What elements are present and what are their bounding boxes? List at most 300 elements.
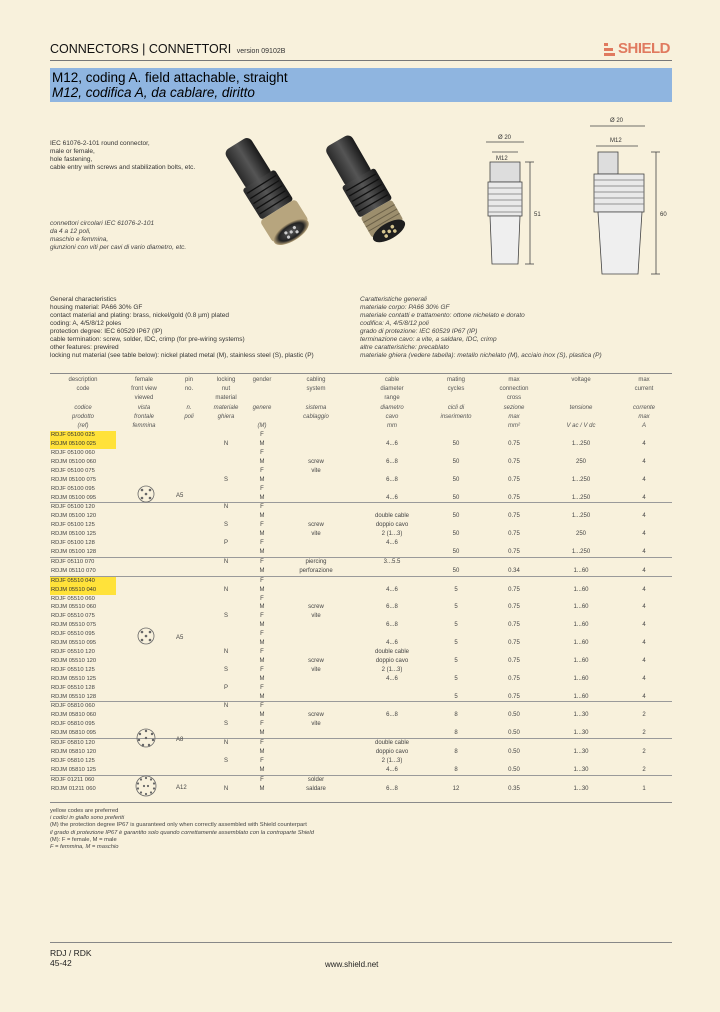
table-row <box>50 702 672 711</box>
column-header: cabling <box>306 377 326 383</box>
product-code: RDJM 05510 075 <box>51 622 97 629</box>
column-header: female <box>134 377 153 383</box>
column-header: cavo <box>385 413 399 420</box>
cell-sec <box>482 449 546 458</box>
cell-mat: P <box>223 684 228 691</box>
cell-cabling <box>278 512 354 521</box>
column-header: max <box>508 413 520 420</box>
cell-sec <box>482 612 546 621</box>
cell-empty <box>172 512 206 521</box>
cell-sec: 0.75 <box>508 586 520 593</box>
column-header: diametro <box>380 404 404 411</box>
cell-cur <box>616 612 672 621</box>
table-row <box>50 431 672 440</box>
pin-diagram-a8 <box>132 724 192 754</box>
cell-empty <box>172 449 206 458</box>
cell-mat: N <box>206 702 246 711</box>
column-header: frontale <box>133 413 154 420</box>
column-header: corrente <box>632 404 655 411</box>
cell-volt: 1...60 <box>573 622 589 629</box>
intro-line: male or female, <box>50 148 95 155</box>
cell-gender: M <box>259 675 265 682</box>
cell-gender: M <box>259 640 265 647</box>
cell-dia: 2 (1...3) <box>381 531 403 538</box>
cell-mat <box>206 766 246 775</box>
cell-cabling <box>278 476 354 485</box>
cell-volt <box>546 595 616 604</box>
table-row <box>50 666 672 675</box>
cell-empty <box>172 539 206 548</box>
product-code: RDJM 05110 070 <box>51 567 96 574</box>
column-header <box>546 385 616 394</box>
cell-cur <box>616 684 672 693</box>
intro-line: IEC 61076-2-101 round connector, <box>50 140 150 147</box>
cell-sec: 0.75 <box>508 441 520 448</box>
cell-cabling: perforazione <box>299 567 333 574</box>
column-header: nut <box>221 386 231 393</box>
cell-gender: F <box>260 540 264 547</box>
cell-cur <box>616 757 672 766</box>
cell-dia: 4...6 <box>386 640 398 647</box>
table-row <box>50 612 672 621</box>
product-code: RDJM 05510 040 <box>50 586 116 595</box>
cell-sec <box>482 485 546 494</box>
gen-line: codifica: A, 4/5/8/12 poli <box>360 320 429 327</box>
cell-mat: N <box>206 503 246 512</box>
column-header: cycles <box>447 386 465 393</box>
product-code: RDJF 05510 120 <box>51 648 95 655</box>
cell-empty <box>172 595 206 604</box>
cell-volt <box>546 485 616 494</box>
cell-volt <box>546 557 616 566</box>
cell-mat: N <box>223 648 229 655</box>
table-row <box>50 440 672 449</box>
table-row <box>50 449 672 458</box>
column-header: description <box>68 377 98 383</box>
cell-volt: 1...30 <box>573 748 589 755</box>
product-code: RDJF 05510 095 <box>51 631 95 638</box>
pin-diagram-a12 <box>132 772 192 802</box>
cell-empty <box>116 684 172 693</box>
column-header: range <box>384 395 400 402</box>
cell-cabling <box>278 449 354 458</box>
cell-gender: M <box>259 785 265 792</box>
cell-mat: N <box>223 785 229 792</box>
cell-cabling <box>278 503 354 512</box>
cell-cyc <box>430 576 482 585</box>
cell-empty <box>172 521 206 530</box>
cell-cur: 2 <box>642 730 646 737</box>
cell-gender: M <box>259 567 265 574</box>
cell-gender: F <box>260 666 264 673</box>
cell-cur: 4 <box>642 494 646 501</box>
cell-sec: 0.35 <box>508 785 520 792</box>
cell-cyc <box>430 757 482 766</box>
table-bottom-rule <box>50 802 672 803</box>
cell-mat: N <box>223 441 229 448</box>
cell-mat <box>206 729 246 738</box>
cell-cabling: screw <box>308 458 324 465</box>
cell-cabling <box>278 766 354 775</box>
cell-sec <box>482 539 546 548</box>
product-code: RDJF 05100 120 <box>50 503 116 512</box>
product-code: RDJF 05100 075 <box>51 467 95 474</box>
product-code: RDJF 05810 095 <box>51 721 95 728</box>
cell-cabling: screw <box>308 522 324 529</box>
cell-empty <box>172 612 206 621</box>
gen-line: housing material: PA66 30% GF <box>50 304 143 311</box>
cell-empty <box>116 693 172 702</box>
column-header: system <box>306 386 326 393</box>
cell-mat <box>206 639 246 648</box>
product-code: RDJM 05510 128 <box>51 693 97 700</box>
cell-cabling: vite <box>311 666 321 673</box>
cell-empty <box>172 702 206 711</box>
column-header: materiale <box>213 404 239 411</box>
product-code: RDJF 05110 070 <box>50 557 116 566</box>
cell-dia <box>354 729 430 738</box>
cell-cyc <box>430 595 482 604</box>
cell-dia <box>354 485 430 494</box>
cell-empty <box>172 693 206 702</box>
cell-volt: 1...250 <box>571 441 591 448</box>
header-version: version 09102B <box>236 48 286 55</box>
cell-cabling <box>278 684 354 693</box>
cell-mat <box>206 431 246 440</box>
cell-mat: S <box>223 613 228 620</box>
cell-gender: F <box>260 721 264 728</box>
cell-cur <box>616 503 672 512</box>
cell-cyc: 50 <box>452 441 460 448</box>
cell-cabling: solder <box>278 775 354 784</box>
cell-sec <box>482 648 546 657</box>
product-code: RDJF 01211 060 <box>50 775 116 784</box>
cell-volt <box>546 648 616 657</box>
cell-sec: 0.75 <box>508 622 520 629</box>
cell-cyc <box>430 431 482 440</box>
cell-volt: 1...250 <box>571 549 591 555</box>
cell-cur <box>616 449 672 458</box>
cell-cur <box>616 595 672 604</box>
dim-right-dia: Ø 20 <box>610 118 624 124</box>
cell-mat <box>206 630 246 639</box>
cell-cyc <box>430 557 482 566</box>
cell-cyc: 5 <box>454 675 458 682</box>
product-code: RDJM 05810 125 <box>51 766 97 773</box>
cell-dia: 6...8 <box>386 712 398 719</box>
cell-empty <box>116 548 172 557</box>
product-code: RDJM 05100 025 <box>50 440 116 449</box>
cell-mat: S <box>223 476 228 483</box>
cell-gender: M <box>259 476 265 483</box>
cell-cabling <box>278 702 354 711</box>
cell-cyc: 5 <box>454 604 458 611</box>
cell-sec <box>482 666 546 675</box>
pin-group-label: A8 <box>176 737 184 743</box>
footer-divider <box>50 942 672 943</box>
cell-volt: 1...60 <box>573 675 589 682</box>
column-header: max <box>638 377 650 383</box>
cell-volt <box>546 449 616 458</box>
cell-volt: 1...60 <box>573 604 589 611</box>
column-header <box>616 394 672 403</box>
gen-line: grado di protezione: IEC 60529 IP67 (IP) <box>360 328 478 335</box>
cell-cyc <box>430 503 482 512</box>
column-header <box>246 394 278 403</box>
cell-dia: 4...6 <box>386 441 398 448</box>
dim-left-dia: Ø 20 <box>498 135 512 141</box>
cell-cur: 4 <box>642 458 646 465</box>
pin-diagram-a5-female <box>132 480 192 510</box>
cell-cyc: 50 <box>452 513 460 520</box>
cell-dia: double cable <box>354 739 430 748</box>
intro-line: da 4 a 12 poli, <box>50 228 91 235</box>
product-code: RDJF 05100 060 <box>51 450 95 457</box>
product-code: RDJF 05510 060 <box>51 595 95 602</box>
cell-volt <box>546 630 616 639</box>
cell-cabling <box>278 595 354 604</box>
cell-volt <box>546 539 616 548</box>
cell-empty <box>116 440 172 449</box>
cell-sec <box>482 467 546 476</box>
male-connector-photo <box>325 132 415 264</box>
table-row <box>50 521 672 530</box>
cell-sec: 0.75 <box>508 513 520 520</box>
cell-empty <box>172 431 206 440</box>
cell-sec: 0.75 <box>508 476 520 483</box>
product-code: RDJF 05810 060 <box>50 702 116 711</box>
dim-right-thread: M12 <box>610 138 622 144</box>
cell-empty <box>172 603 206 612</box>
cell-dia: 3...5.5 <box>354 557 430 566</box>
cell-mat <box>206 449 246 458</box>
cell-gender: F <box>260 684 264 691</box>
cell-volt <box>546 739 616 748</box>
cell-cabling <box>278 576 354 585</box>
cell-empty <box>116 612 172 621</box>
cell-gender: M <box>259 622 265 629</box>
table-top-rule <box>50 373 672 374</box>
table-row <box>50 603 672 612</box>
cell-cur <box>616 467 672 476</box>
brand-name: SHIELD <box>617 40 670 57</box>
cell-volt: 1...250 <box>571 494 591 501</box>
cell-volt <box>546 720 616 729</box>
cell-mat: S <box>223 666 228 673</box>
cell-mat <box>206 775 246 784</box>
cell-cur <box>616 576 672 585</box>
table-row <box>50 595 672 604</box>
cell-cyc <box>430 521 482 530</box>
cell-cur <box>616 539 672 548</box>
cell-cur <box>616 702 672 711</box>
gen-line: General characteristics <box>50 296 117 303</box>
cell-gender: M <box>259 586 265 593</box>
cell-gender: F <box>246 702 278 711</box>
cell-cabling: screw <box>308 604 324 611</box>
cell-gender: M <box>259 712 265 719</box>
cell-mat <box>206 530 246 539</box>
note-line: i codici in giallo sono preferiti <box>50 815 125 822</box>
cell-dia: 6...8 <box>386 604 398 611</box>
column-header <box>246 413 278 422</box>
column-header <box>430 422 482 431</box>
cell-cur: 4 <box>642 513 646 520</box>
cell-cabling <box>278 586 354 595</box>
column-header: A <box>641 423 646 430</box>
cell-volt: 1...60 <box>573 693 589 700</box>
column-header: tensione <box>569 404 593 411</box>
cell-gender: F <box>260 485 264 492</box>
gen-line: Caratteristiche generali <box>360 296 427 303</box>
column-header: (ref) <box>77 423 89 430</box>
cell-mat <box>206 621 246 630</box>
table-row <box>50 512 672 521</box>
cell-dia: doppio cavo <box>375 657 409 664</box>
intro-italian <box>50 220 186 252</box>
cell-dia <box>354 693 430 702</box>
product-code: RDJM 05510 125 <box>51 675 97 682</box>
column-header: V ac / V dc <box>566 423 596 430</box>
cell-mat <box>206 657 246 666</box>
cell-cyc <box>430 775 482 784</box>
cell-gender: F <box>246 503 278 512</box>
column-header: current <box>634 386 654 393</box>
gen-line: locking nut material (see table below): nickel plated metal (M), stainless steel (S), plastic (P) <box>50 352 314 359</box>
product-code: RDJF 05510 128 <box>51 684 95 691</box>
table-row <box>50 530 672 539</box>
cell-cyc: 5 <box>454 622 458 629</box>
cell-sec <box>482 720 546 729</box>
cell-cur <box>616 666 672 675</box>
cell-empty <box>172 675 206 684</box>
footer-url[interactable]: www.shield.net <box>325 960 379 969</box>
cell-empty <box>116 557 172 566</box>
cell-mat <box>206 576 246 585</box>
column-header: mm <box>387 423 397 430</box>
cell-sec <box>482 576 546 585</box>
cell-cur: 4 <box>642 567 646 574</box>
cell-cabling: vite <box>311 467 321 474</box>
table-row <box>50 684 672 693</box>
pin-group-label: A5 <box>176 635 184 641</box>
cell-dia <box>354 576 430 585</box>
cell-mat: N <box>206 739 246 748</box>
cell-cabling: piercing <box>278 557 354 566</box>
cell-sec <box>482 431 546 440</box>
cell-sec <box>482 557 546 566</box>
cell-empty <box>172 586 206 595</box>
cell-empty <box>116 521 172 530</box>
column-header <box>246 385 278 394</box>
column-header: viewed <box>134 395 154 402</box>
cell-cyc <box>430 539 482 548</box>
table-row <box>50 467 672 476</box>
cell-cabling: screw <box>308 712 324 719</box>
cell-empty <box>116 657 172 666</box>
column-header: diameter <box>380 386 404 393</box>
cell-gender: F <box>260 631 264 638</box>
cell-empty <box>172 567 206 576</box>
cell-cur: 4 <box>642 675 646 682</box>
cell-empty <box>116 567 172 576</box>
cell-empty <box>116 467 172 476</box>
cell-dia: 4...6 <box>386 586 398 593</box>
product-code: RDJF 05810 125 <box>51 757 95 764</box>
cell-cyc: 8 <box>454 748 458 755</box>
cell-empty <box>172 548 206 557</box>
product-code: RDJM 05510 095 <box>51 640 97 647</box>
footer-series: RDJ / RDK <box>50 948 92 958</box>
cell-cabling: vite <box>311 531 321 538</box>
cell-cyc: 50 <box>452 531 460 538</box>
gen-line: materiale contatti e trattamento: ottone nichelato e dorato <box>360 312 525 319</box>
page-header <box>50 42 285 56</box>
cell-volt <box>546 576 616 585</box>
cell-mat <box>206 512 246 521</box>
cell-empty <box>172 711 206 720</box>
note-line: yellow codes are preferred <box>50 808 119 814</box>
cell-sec <box>482 775 546 784</box>
dimension-drawings <box>470 112 680 292</box>
table-row <box>50 757 672 766</box>
cell-cur: 4 <box>642 693 646 700</box>
product-code: RDJM 05100 075 <box>51 476 97 483</box>
cell-volt <box>546 757 616 766</box>
dim-left-length: 51 <box>534 212 541 218</box>
cell-cabling <box>278 548 354 557</box>
product-code: RDJF 05100 125 <box>51 522 95 529</box>
note-line: (M) the protection degree IP67 is guaranteed only when correctly assembled with Shield counterpart <box>50 822 307 829</box>
cell-mat <box>206 548 246 557</box>
product-code: RDJM 05100 095 <box>51 494 97 501</box>
note-line: (M): F = female, M = male <box>50 836 117 843</box>
intro-line: giunzioni con viti per cavi di vario diametro, etc. <box>50 244 187 251</box>
cell-cabling <box>278 630 354 639</box>
cell-cur: 4 <box>642 531 646 538</box>
cell-mat: N <box>223 586 229 593</box>
cell-cur: 2 <box>642 766 646 773</box>
cell-cur: 2 <box>642 748 646 755</box>
column-header <box>50 394 116 403</box>
cell-empty <box>116 586 172 595</box>
cell-empty <box>116 675 172 684</box>
cell-cyc <box>430 739 482 748</box>
column-header <box>278 394 354 403</box>
table-notes <box>50 808 314 851</box>
cell-empty <box>116 757 172 766</box>
cell-cyc <box>430 666 482 675</box>
gen-line: materiale corpo: PA66 30% GF <box>360 304 450 311</box>
product-code: RDJM 05510 120 <box>51 657 97 664</box>
gen-line: protection degree: IEC 60529 IP67 (IP) <box>50 328 163 335</box>
column-header: sistema <box>305 404 327 411</box>
cell-cabling: vite <box>311 721 321 728</box>
cell-cabling <box>278 748 354 757</box>
product-code: RDJF 05510 040 <box>50 576 116 585</box>
cell-cabling <box>278 494 354 503</box>
cell-gender: M <box>259 657 265 664</box>
cell-cur: 2 <box>642 712 646 719</box>
cell-dia <box>354 720 430 729</box>
column-header: cablaggio <box>303 413 329 420</box>
cell-volt: 1...250 <box>571 513 591 520</box>
cell-gender: F <box>260 432 264 439</box>
cell-cur <box>616 739 672 748</box>
product-code: RDJM 05810 060 <box>51 712 97 719</box>
cell-cur <box>616 630 672 639</box>
cell-dia: 2 (1...3) <box>381 757 403 764</box>
